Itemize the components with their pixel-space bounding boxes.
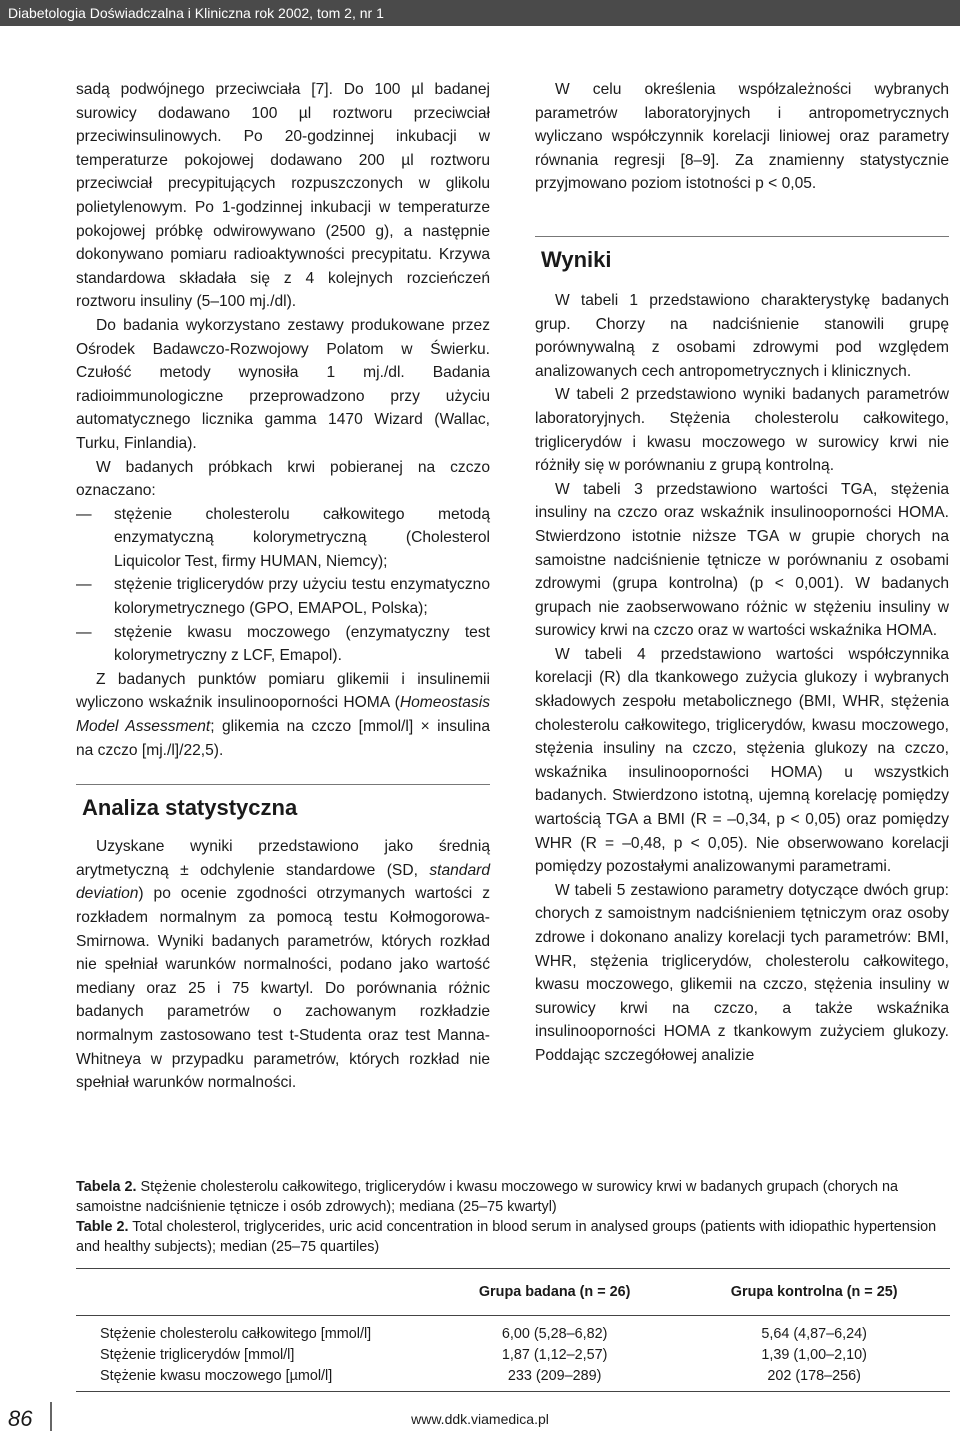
table-header-row — [76, 1269, 950, 1316]
table-caption — [76, 1177, 950, 1257]
paragraph: W tabeli 3 przedstawiono wartości TGA, stężenia insuliny na czczo oraz wskaźnik insulinooporności HOMA. Stwierdzono istotnie niższe TGA w grupie chorych na samoistne nadciśnienie tętnicze w porównaniu z osobami zdrowymi (grupa kontrolna) (p < 0,001). W badanych grupach nie zaobserwowano różnic w stężeniu insuliny w surowicy krwi na czczo oraz w wartości wskaźnika HOMA. — [535, 480, 949, 640]
table-cell: 1,39 (1,00–2,10) — [761, 1347, 867, 1363]
table-cell: Stężenie kwasu moczowego [µmol/l] — [100, 1368, 333, 1385]
list-dash: — — [76, 505, 92, 523]
list-item — [76, 573, 490, 620]
paragraph: W celu określenia współzależności wybranych parametrów laboratoryjnych i antropometrycznych wyliczano współczynnik korelacji liniowej oraz parametry równania regresji [8–9]. Za znamienny statystycznie przyjmowano poziom istotności p < 0,05. — [535, 81, 949, 193]
footer-url[interactable]: www.ddk.viamedica.pl — [411, 1411, 549, 1427]
table-cell: 5,64 (4,87–6,24) — [761, 1326, 867, 1342]
paragraph: sadą podwójnego przeciwciała [7]. Do 100 µl badanej surowicy dodawano 100 µl roztworu przeciwciał przeciwinsulinowych. Po 20-godzinnej inkubacji w temperaturze pokojowej dodawano 200 µl roztworu przeciwciał precypitujących rozpuszczonych w glikolu polietylenowym. Po 1-godzinnej inkubacji w temperaturze pokojowej próbkę odwirowywano (2500 g), a następnie dokonywano pomiaru radioaktywności precypitatu. Krzywa standardowa składała się z 4 kolejnych rozcieńczeń roztworu insuliny (5–100 mj./dl). — [76, 81, 490, 311]
paragraph-stats: Uzyskane wyniki przedstawiono jako średnią arytmetyczną ± odchylenie standardowe (SD, standard deviation) po ocenie zgodności otrzymanych wartości z rozkładem normalnym za pomocą testu Kołmogorowa-Smirnowa. Wyniki badanych parametrów, których rozkład nie spełniał warunków normalności, podano jako wartość mediany oraz 25 i 75 kwartyl. Do porównania różnic badanych parametrów o zachowanym rozkładzie normalnym zastosowano test t-Studenta oraz test Manna-Whitneya w przypadku parametrów, których rozkład nie spełniał warunków normalności. — [76, 838, 490, 1092]
paragraph: W tabeli 1 przedstawiono charakterystykę badanych grup. Chorzy na nadciśnienie stanowili grupę porównywalną z osobami zdrowymi pod względem analizowanych cech antropometrycznych i klinicznych. — [535, 291, 949, 380]
paragraph: W tabeli 5 zestawiono parametry dotyczące dwóch grup: chorych z samoistnym nadciśnieniem tętniczym oraz osoby zdrowe i dokonano analizy korelacji tych parametrów: BMI, WHR, stężenia triglicerydów, cholesterolu całkowitego, kwasu moczowego, glikemii na czczo, stężenia insuliny w surowicy krwi na czczo, a także wskaźnika insulinooporności HOMA z tkankowym zużyciem glukozy. Poddając szczegółowej analizie — [535, 881, 949, 1064]
journal-header — [0, 0, 960, 26]
right-column — [535, 78, 949, 1068]
table-cell: 1,87 (1,12–2,57) — [501, 1347, 608, 1363]
paragraph: Do badania wykorzystano zestawy produkowane przez Ośrodek Badawczo-Rozwojowy Polatom w Świerku. Czułość metody wynosiła 1 mj./dl. Badania radioimmunologiczne przeprowadzono przy użyciu automatycznego licznika gamma 1470 Wizard (Wallac, Turku, Finlandia). — [76, 316, 490, 452]
table-row — [76, 1343, 950, 1367]
caption-english: Table 2. Total cholesterol, triglycerides, uric acid concentration in blood serum in analysed groups (patients with idiopathic hypertension and healthy subjects); median (25–75 quartiles) — [76, 1219, 937, 1255]
table-cell: 202 (178–256) — [767, 1368, 861, 1385]
section-heading: Wyniki — [535, 236, 949, 275]
paragraph: W tabeli 4 przedstawiono wartości współczynnika korelacji (R) dla tkankowego zużycia glukozy i wybranych składowych zespołu metabolicznego (BMI, WHR, stężenia cholesterolu całkowitego, triglicerydów, kwasu moczowego, stężenia insuliny na czczo, stężenia glukozy na czczo, wskaźnika insulinooporności HOMA) u wszystkich badanych. Stwierdzono istotną, ujemną korelację pomiędzy wartością TGA a BMI (R = –0,34, p < 0,05) oraz pomiędzy WHR (R = –0,48, p < 0,05). Nie obserwowano korelacji pomiędzy pozostałymi analizowanymi parametrami. — [535, 645, 949, 876]
table-header-cell: Grupa kontrolna (n = 25) — [730, 1284, 898, 1300]
table-cell: Stężenie cholesterolu całkowitego [mmol/l] — [100, 1326, 372, 1342]
paragraph: W tabeli 2 przedstawiono wyniki badanych parametrów laboratoryjnych. Stężenia cholesterolu całkowitego, triglicerydów i kwasu moczowego w surowicy krwi nie różniły się w porównaniu z grupą kontrolną. — [535, 386, 949, 475]
journal-title: Diabetologia Doświadczalna i Kliniczna rok 2002, tom 2, nr 1 — [8, 5, 384, 21]
table-cell: Stężenie triglicerydów [mmol/l] — [100, 1347, 295, 1363]
page-number: 86 — [8, 1406, 33, 1431]
list-item-text: stężenie triglicerydów przy użyciu testu enzymatyczno kolorymetrycznego (GPO, EMAPOL, Polska); — [114, 576, 490, 618]
data-table — [76, 1268, 950, 1392]
section-heading: Analiza statystyczna — [76, 784, 490, 823]
table-cell: 233 (209–289) — [507, 1368, 602, 1385]
list-dash: — — [76, 623, 92, 641]
list-dash: — — [76, 576, 92, 594]
list-item — [76, 503, 490, 574]
list-item — [76, 621, 490, 668]
table-cell: 6,00 (5,28–6,82) — [501, 1326, 608, 1342]
table-row — [76, 1367, 950, 1391]
table-row — [76, 1316, 950, 1344]
table-header-cell — [76, 1269, 431, 1316]
left-column — [76, 78, 490, 1095]
paragraph-homa: Z badanych punktów pomiaru glikemii i insulinemii wyliczono wskaźnik insulinooporności HOMA (Homeostasis Model Assessment; glikemia na czczo [mmol/l] × insulina na czczo [mj./l]/22,5). — [76, 670, 490, 759]
table-header-cell: Grupa badana (n = 26) — [478, 1284, 631, 1300]
list-item-text: stężenie kwasu moczowego (enzymatyczny test kolorymetryczny z LCF, Emapol). — [114, 623, 490, 665]
caption-polish: Tabela 2. Stężenie cholesterolu całkowitego, triglicerydów i kwasu moczowego w surowicy krwi w badanych grupach (chorych na samoistne nadciśnienie tętnicze i osób zdrowych); mediana (25–75 kwartyl) — [76, 1179, 898, 1215]
list-item-text: stężenie cholesterolu całkowitego metodą enzymatyczną kolorymetryczną (Cholesterol Liquicolor Test, firmy HUMAN, Niemcy); — [114, 505, 490, 570]
paragraph: W badanych próbkach krwi pobieranej na czczo oznaczano: — [76, 458, 490, 500]
